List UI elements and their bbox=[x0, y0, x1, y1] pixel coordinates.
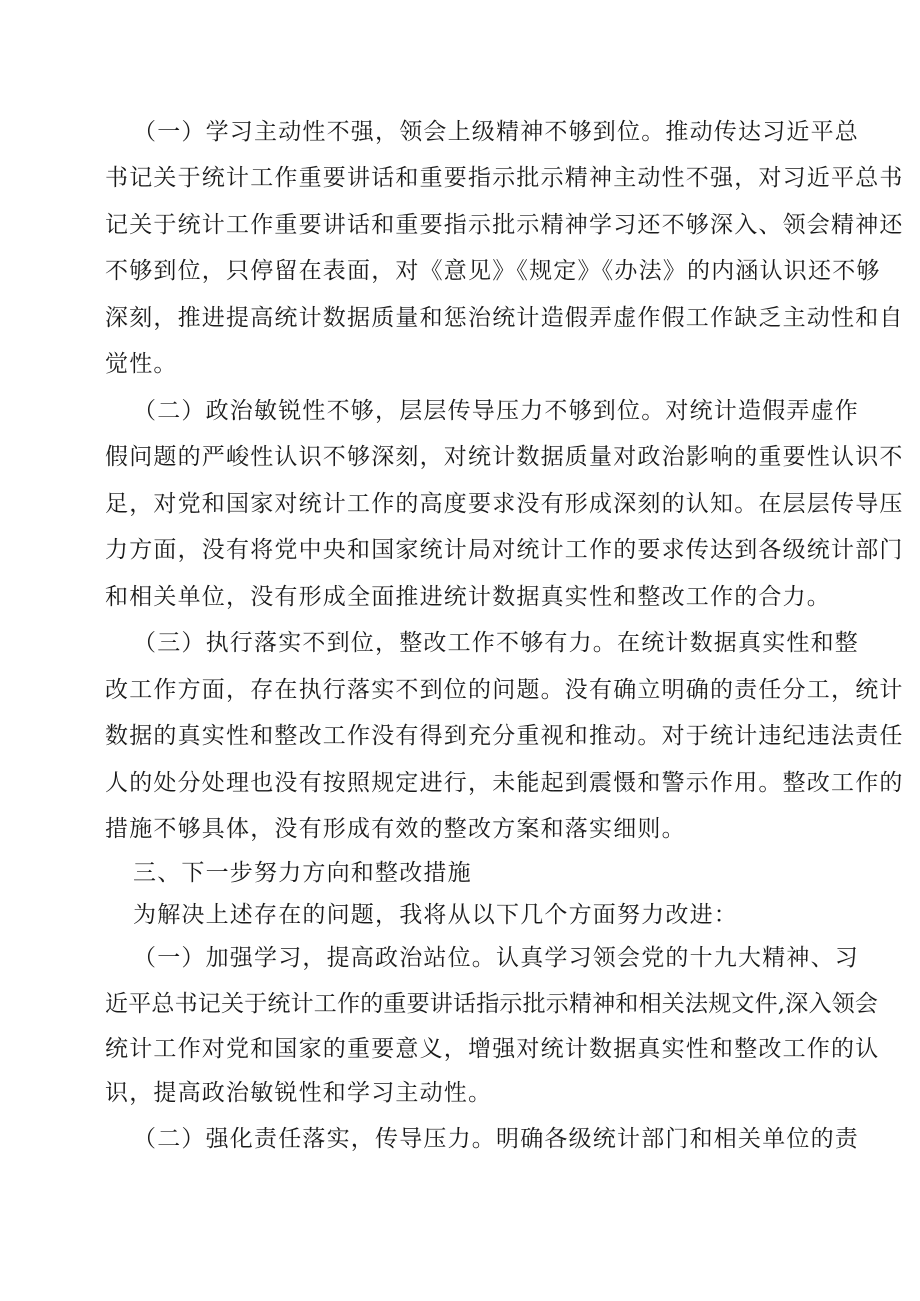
text-line: 深刻，推进提高统计数据质量和惩治统计造假弄虚作假工作缺乏主动性和自 bbox=[105, 305, 904, 331]
text-line: 书记关于统计工作重要讲话和重要指示批示精神主动性不强，对习近平总书 bbox=[105, 165, 904, 191]
text-line: 假问题的严峻性认识不够深刻，对统计数据质量对政治影响的重要性认识不 bbox=[105, 444, 904, 470]
text-line: 统计工作对党和国家的重要意义，增强对统计数据真实性和整改工作的认 bbox=[105, 1036, 880, 1062]
text-line: 记关于统计工作重要讲话和重要指示批示精神学习还不够深入、领会精神还 bbox=[105, 212, 904, 238]
text-line: 力方面，没有将党中央和国家统计局对统计工作的要求传达到各级统计部门 bbox=[105, 537, 904, 563]
text-line: 识，提高政治敏锐性和学习主动性。 bbox=[105, 1080, 493, 1106]
text-line: 为解决上述存在的问题，我将从以下几个方面努力改进： bbox=[133, 902, 738, 928]
section-heading: 三、下一步努力方向和整改措施 bbox=[133, 860, 472, 886]
text-line: （三）执行落实不到位，整改工作不够有力。在统计数据真实性和整 bbox=[133, 630, 859, 656]
text-line: （二）强化责任落实，传导压力。明确各级统计部门和相关单位的责 bbox=[133, 1126, 859, 1152]
text-line: 不够到位，只停留在表面，对《意见》《规定》《办法》的内涵认识还不够 bbox=[105, 258, 881, 284]
text-line: 足，对党和国家对统计工作的高度要求没有形成深刻的认知。在层层传导压 bbox=[105, 491, 904, 517]
text-line: 近平总书记关于统计工作的重要讲话指示批示精神和相关法规文件,深入领会 bbox=[105, 991, 879, 1017]
text-line: 人的处分处理也没有按照规定进行，未能起到震慑和警示作用。整改工作的 bbox=[105, 770, 904, 796]
text-line: 措施不够具体，没有形成有效的整改方案和落实细则。 bbox=[105, 816, 686, 842]
text-line: （二）政治敏锐性不够，层层传导压力不够到位。对统计造假弄虚作 bbox=[133, 398, 859, 424]
text-line: （一）学习主动性不强，领会上级精神不够到位。推动传达习近平总 bbox=[133, 119, 859, 145]
text-line: 和相关单位，没有形成全面推进统计数据真实性和整改工作的合力。 bbox=[105, 584, 831, 610]
text-line: 觉性。 bbox=[105, 351, 178, 377]
text-line: 数据的真实性和整改工作没有得到充分重视和推动。对于统计违纪违法责任 bbox=[105, 723, 904, 749]
text-line: 改工作方面，存在执行落实不到位的问题。没有确立明确的责任分工，统计 bbox=[105, 677, 904, 703]
text-line: （一）加强学习，提高政治站位。认真学习领会党的十九大精神、习 bbox=[133, 945, 859, 971]
